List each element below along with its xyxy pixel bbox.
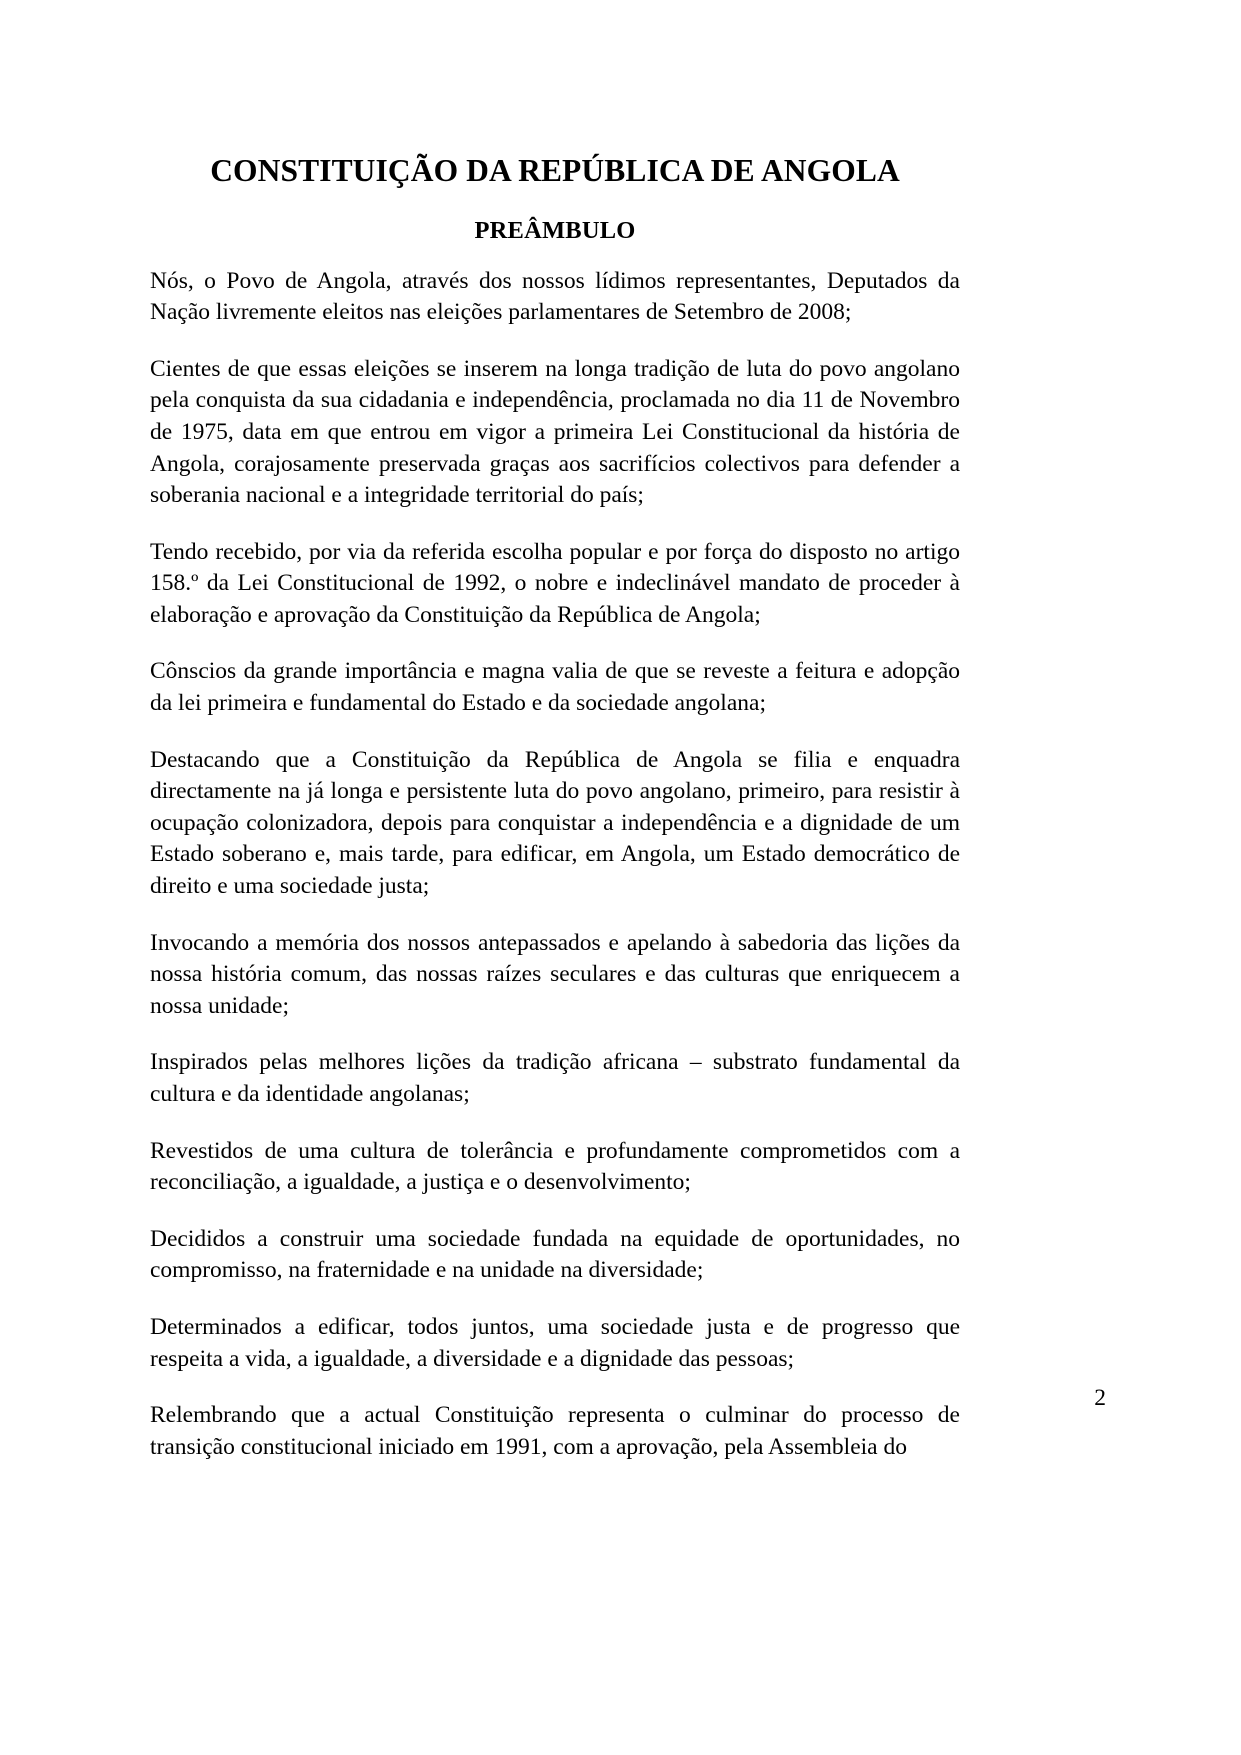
paragraph: Invocando a memória dos nossos antepassados e apelando à sabedoria das lições da nossa história comum, das nossas raízes seculares e das culturas que enriquecem a nossa unidade; xyxy=(150,929,960,1019)
paragraph: Destacando que a Constituição da República de Angola se filia e enquadra directamente na já longa e persistente luta do povo angolano, primeiro, para resistir à ocupação colonizadora, depois para conquistar a independência e a dignidade de um Estado soberano e, mais tarde, para edificar, em Angola, um Estado democrático de direito e uma sociedade justa; xyxy=(150,746,960,900)
page-title: CONSTITUIÇÃO DA REPÚBLICA DE ANGOLA xyxy=(210,153,900,188)
page-number: 2 xyxy=(1094,1384,1106,1411)
paragraph: Cônscios da grande importância e magna valia de que se reveste a feitura e adopção da lei primeira e fundamental do Estado e da sociedade angolana; xyxy=(150,658,960,717)
paragraph: Determinados a edificar, todos juntos, uma sociedade justa e de progresso que respeita a vida, a igualdade, a diversidade e a dignidade das pessoas; xyxy=(150,1313,960,1372)
paragraph: Relembrando que a actual Constituição representa o culminar do processo de transição constitucional iniciado em 1991, com a aprovação, pela Assembleia do xyxy=(150,1402,960,1460)
paragraph: Revestidos de uma cultura de tolerância e profundamente comprometidos com a reconciliação, a igualdade, a justiça e o desenvolvimento; xyxy=(150,1137,960,1196)
paragraph: Cientes de que essas eleições se inserem na longa tradição de luta do povo angolano pela conquista da sua cidadania e independência, proclamada no dia 11 de Novembro de 1975, data em que entrou em vigor a primeira Lei Constitucional da história de Angola, corajosamente preservada graças aos sacrifícios colectivos para defender a soberania nacional e a integridade territorial do país; xyxy=(150,355,960,509)
paragraph: Tendo recebido, por via da referida escolha popular e por força do disposto no artigo 158.º da Lei Constitucional de 1992, o nobre e indeclinável mandato de proceder à elaboração e aprovação da Constituição da República de Angola; xyxy=(150,538,960,628)
preamble-body xyxy=(150,246,960,1464)
paragraph: Nós, o Povo de Angola, através dos nossos lídimos representantes, Deputados da Nação livremente eleitos nas eleições parlamentares de Setembro de 2008; xyxy=(150,267,960,326)
paragraph: Inspirados pelas melhores lições da tradição africana – substrato fundamental da cultura e da identidade angolanas; xyxy=(150,1049,960,1108)
section-heading-preamble: PREÂMBULO xyxy=(474,217,636,245)
page-content xyxy=(150,0,960,1463)
paragraph: Decididos a construir uma sociedade fundada na equidade de oportunidades, no compromisso, na fraternidade e na unidade na diversidade; xyxy=(150,1225,960,1284)
